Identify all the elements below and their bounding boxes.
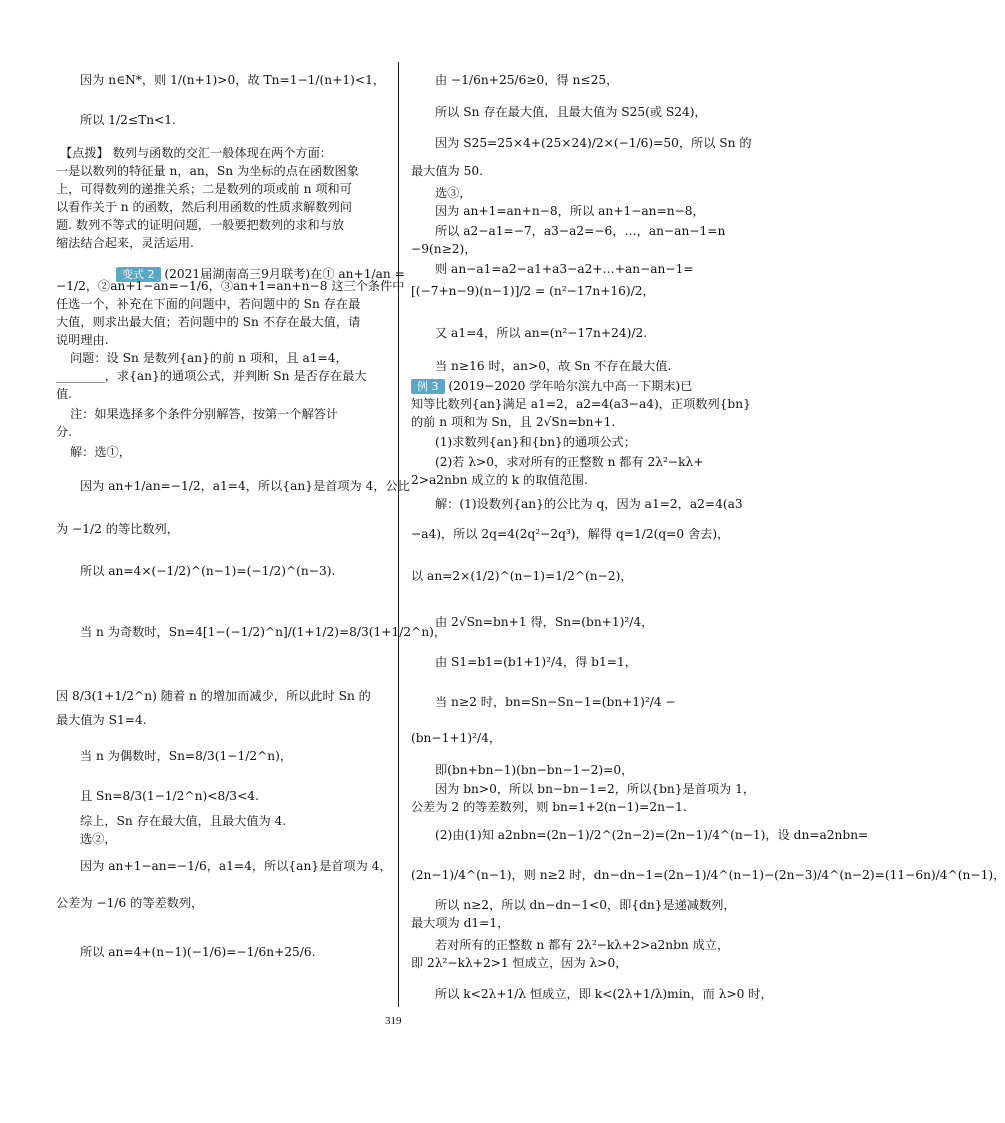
left-line: 以看作关于 n 的函数，然后利用函数的性质求解数列问 (56, 200, 352, 214)
left-line: 公差为 −1/6 的等差数列， (56, 896, 204, 910)
right-line: 因为 an+1=an+n−8，所以 an+1−an=n−8， (435, 204, 705, 218)
left-line: 一是以数列的特征量 n，an，Sn 为坐标的点在函数图象 (56, 164, 359, 178)
left-line: 所以 an=4×(−1/2)^(n−1)=(−1/2)^(n−3). (80, 564, 336, 578)
right-line: [(−7+n−9)(n−1)]/2 = (n²−17n+16)/2， (411, 284, 655, 298)
left-line: 任选一个，补充在下面的问题中，若问题中的 Sn 存在最 (56, 297, 361, 311)
left-line: 选②， (80, 832, 117, 846)
right-line: 2>a2nbn 成立的 k 的取值范围. (411, 473, 588, 487)
right-line: 因为 S25=25×4+(25×24)/2×(−1/6)=50，所以 Sn 的 (435, 136, 752, 150)
right-line: 所以 Sn 存在最大值，且最大值为 S25(或 S24)， (435, 105, 707, 119)
right-line: (2)由(1)知 a2nbn=(2n−1)/2^(2n−2)=(2n−1)/4^(n−1)，设 dn=a2nbn= (435, 828, 869, 842)
left-line: ________，求{an}的通项公式，并判断 Sn 是否存在最大 (56, 369, 367, 383)
right-line: (2n−1)/4^(n−1)，则 n≥2 时，dn−dn−1=(2n−1)/4^(n−1)−(2n−3)/4^(n−2)=(11−6n)/4^(n−1)， (411, 868, 1005, 882)
right-line: 最大项为 d1=1， (411, 916, 510, 930)
right-line: 知等比数列{an}满足 a1=2，a2=4(a3−a4)，正项数列{bn} (411, 397, 751, 411)
left-line: 当 n 为偶数时，Sn=8/3(1−1/2^n)， (80, 749, 293, 763)
right-line: 所以 k<2λ+1/λ 恒成立，即 k<(2λ+1/λ)min，而 λ>0 时， (435, 987, 773, 1001)
right-line: 最大值为 50. (411, 164, 484, 178)
right-line: 公差为 2 的等差数列，则 bn=1+2(n−1)=2n−1. (411, 800, 687, 814)
left-line: 【点拨】 数列与函数的交汇一般体现在两个方面： (60, 146, 332, 160)
left-line: 分. (56, 425, 73, 439)
right-line: (1)求数列{an}和{bn}的通项公式； (435, 435, 636, 449)
right-line: 由 S1=b1=(b1+1)²/4，得 b1=1， (435, 655, 637, 669)
left-line: 问题：设 Sn 是数列{an}的前 n 项和，且 a1=4， (70, 351, 348, 365)
right-line: 即 2λ²−kλ+2>1 恒成立，因为 λ>0， (411, 956, 628, 970)
right-line: (2)若 λ>0，求对所有的正整数 n 都有 2λ²−kλ+ (435, 455, 704, 469)
right-line: 由 −1/6n+25/6≥0，得 n≤25， (435, 73, 619, 87)
right-line: 则 an−a1=a2−a1+a3−a2+…+an−an−1= (435, 262, 694, 276)
left-line: 题. 数列不等式的证明问题，一般要把数列的求和与放 (56, 218, 345, 232)
right-line: 的前 n 项和为 Sn，且 2√Sn=bn+1. (411, 415, 616, 429)
left-line: 且 Sn=8/3(1−1/2^n)<8/3<4. (80, 789, 259, 803)
example-heading (411, 378, 692, 394)
right-line: 又 a1=4，所以 an=(n²−17n+24)/2. (435, 326, 648, 340)
right-line: 由 2√Sn=bn+1 得，Sn=(bn+1)²/4， (435, 615, 654, 629)
right-line: −9(n≥2)， (411, 242, 477, 256)
left-line: 所以 an=4+(n−1)(−1/6)=−1/6n+25/6. (80, 945, 316, 959)
left-line: 值. (56, 387, 73, 401)
right-line: 当 n≥16 时，an>0，故 Sn 不存在最大值. (435, 359, 672, 373)
right-line: 以 an=2×(1/2)^(n−1)=1/2^(n−2)， (411, 569, 633, 583)
right-line: 即(bn+bn−1)(bn−bn−1−2)=0， (435, 763, 634, 777)
page-number: 319 (385, 1015, 402, 1027)
left-line: 综上，Sn 存在最大值，且最大值为 4. (80, 814, 287, 828)
left-line: 因为 n∈N*，则 1/(n+1)>0，故 Tn=1−1/(n+1)<1， (80, 73, 386, 87)
left-line: 注：如果选择多个条件分别解答，按第一个解答计 (70, 407, 339, 421)
left-line: 所以 1/2≤Tn<1. (80, 113, 176, 127)
right-line: (bn−1+1)²/4， (411, 731, 502, 745)
left-line: 最大值为 S1=4. (56, 713, 147, 727)
left-line: 当 n 为奇数时，Sn=4[1−(−1/2)^n]/(1+1/2)=8/3(1+1/2^n)， (80, 625, 447, 639)
left-line: 说明理由. (56, 333, 109, 347)
right-line: −a4)，所以 2q=4(2q²−2q³)，解得 q=1/2(q=0 舍去)， (411, 527, 730, 541)
right-line: 因为 bn>0，所以 bn−bn−1=2，所以{bn}是首项为 1， (435, 782, 756, 796)
left-line: −1/2，②an+1−an=−1/6，③an+1=an+n−8 这三个条件中 (56, 279, 405, 293)
right-line: 解：(1)设数列{an}的公比为 q，因为 a1=2，a2=4(a3 (435, 497, 743, 511)
left-line: 缩法结合起来，灵活运用. (56, 236, 194, 250)
left-line: 解：选①， (70, 445, 131, 459)
right-line: 选③， (435, 186, 472, 200)
right-line: 当 n≥2 时，bn=Sn−Sn−1=(bn+1)²/4 − (435, 695, 676, 709)
left-line: 因 8/3(1+1/2^n) 随着 n 的增加而减少，所以此时 Sn 的 (56, 689, 371, 703)
variant-text: (2021届湖南高三9月联考)在① an+1/an = (164, 267, 405, 281)
column-divider (398, 62, 399, 1007)
right-line: 若对所有的正整数 n 都有 2λ²−kλ+2>a2nbn 成立， (435, 938, 730, 952)
example-tag: 例 3 (411, 379, 445, 394)
left-line: 因为 an+1−an=−1/6，a1=4，所以{an}是首项为 4， (80, 859, 392, 873)
example-text: (2019−2020 学年哈尔滨九中高一下期末)已 (448, 379, 693, 393)
right-line: 所以 n≥2，所以 dn−dn−1<0，即{dn}是递减数列， (435, 898, 736, 912)
left-line: 因为 an+1/an=−1/2，a1=4，所以{an}是首项为 4，公比 (80, 479, 410, 493)
right-line: 所以 a2−a1=−7，a3−a2=−6，…，an−an−1=n (435, 224, 726, 238)
variant-tag: 变式 2 (116, 267, 161, 282)
left-line: 大值，则求出最大值；若问题中的 Sn 不存在最大值，请 (56, 315, 361, 329)
left-line: 上，可得数列的递推关系；二是数列的项或前 n 项和可 (56, 182, 352, 196)
left-line: 为 −1/2 的等比数列， (56, 522, 179, 536)
